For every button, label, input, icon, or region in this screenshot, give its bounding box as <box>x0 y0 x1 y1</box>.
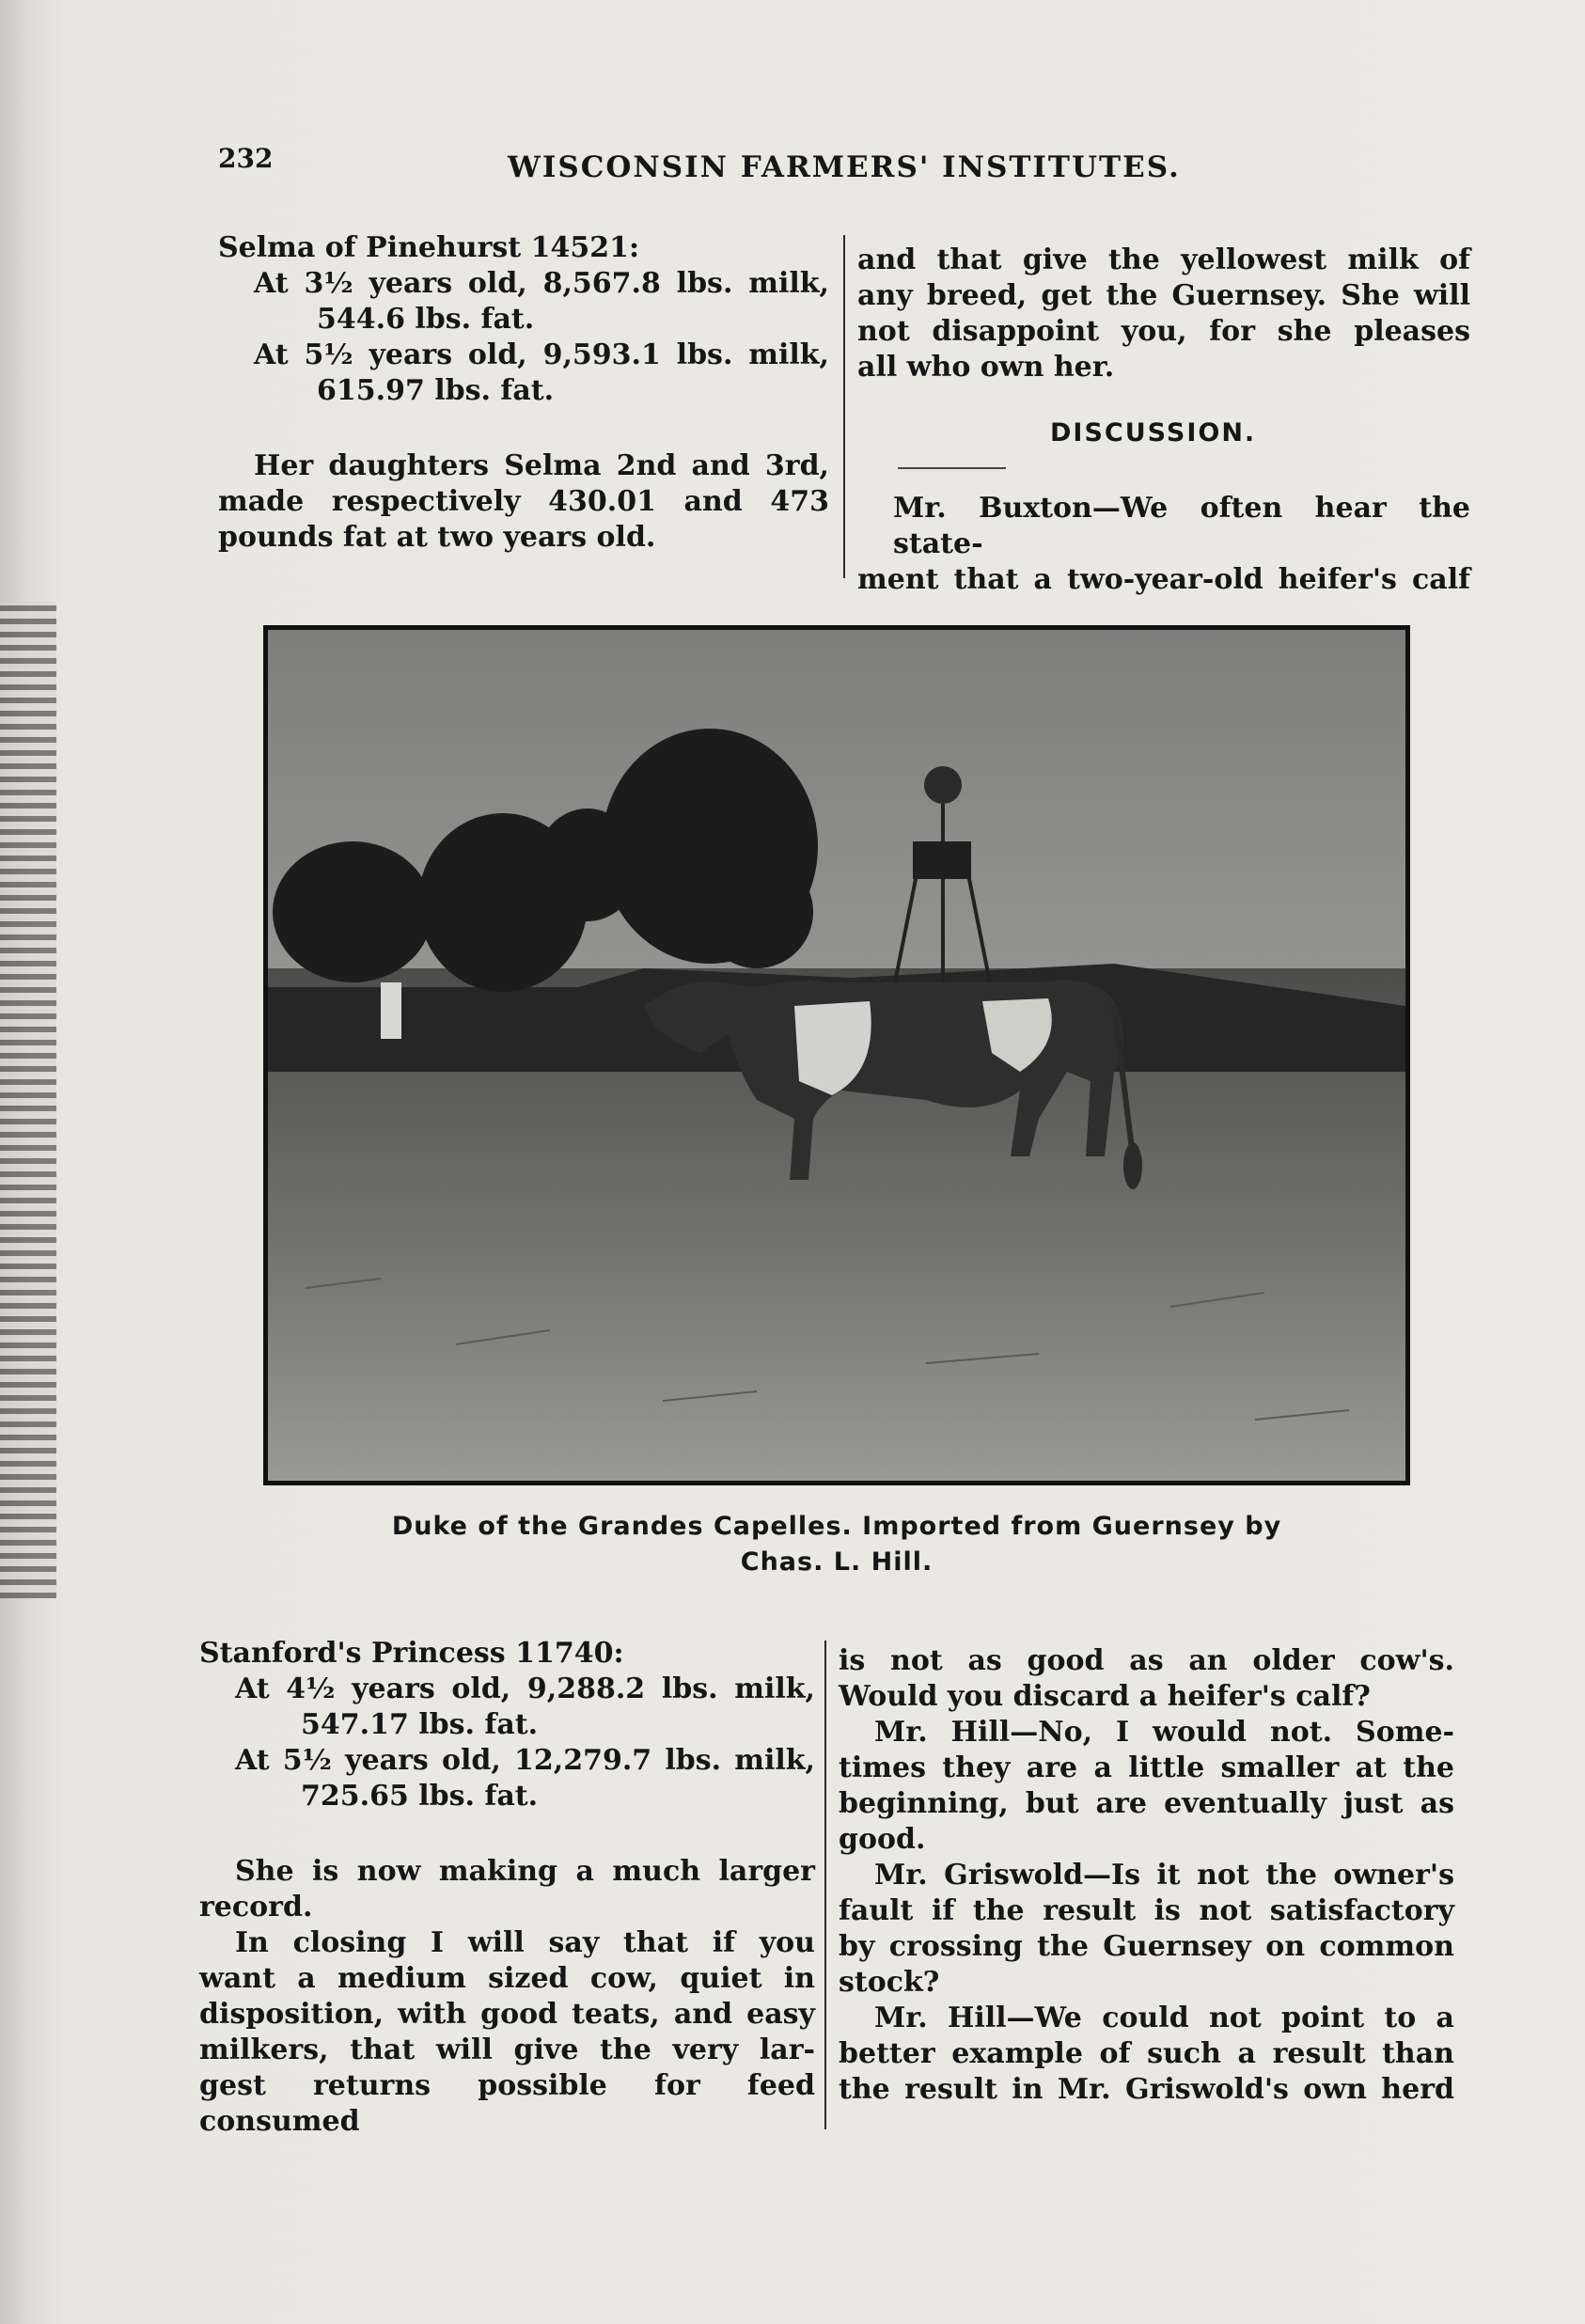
record-line: 544.6 lbs. fat. <box>317 303 535 336</box>
cow-heading-selma: Selma of Pinehurst 14521: <box>218 231 640 264</box>
paragraph-line: better example of such a result than <box>839 2037 1454 2070</box>
paragraph-line: pounds fat at two years old. <box>218 521 656 554</box>
upper-left-column <box>218 230 829 556</box>
paragraph-line: good. <box>839 1823 926 1856</box>
upper-right-column <box>857 243 1470 598</box>
caption-line: Chas. L. Hill. <box>740 1547 934 1577</box>
heading-rule <box>898 467 1006 469</box>
page-number: 232 <box>218 143 274 174</box>
paragraph-line: Mr. Buxton—We often hear the state- <box>893 492 1470 560</box>
photo-illustration <box>268 630 1405 1481</box>
record-line: At 5½ years old, 9,593.1 lbs. milk, <box>254 338 829 371</box>
photo-caption <box>282 1509 1391 1580</box>
book-edge <box>0 602 56 1598</box>
cow-photograph <box>263 625 1410 1485</box>
paragraph-line: ment that a two-year-old heifer's calf <box>857 563 1470 596</box>
paragraph-line: She is now making a much larger <box>235 1855 815 1888</box>
cow-heading-stanford: Stanford's Princess 11740: <box>199 1637 624 1670</box>
paragraph-line: any breed, get the Guernsey. She will <box>857 279 1470 312</box>
paragraph-line: gest returns possible for feed consumed <box>199 2069 815 2138</box>
record-line: At 5½ years old, 12,279.7 lbs. milk, <box>235 1744 815 1777</box>
paragraph-line: disposition, with good teats, and easy <box>199 1998 815 2031</box>
record-line: 547.17 lbs. fat. <box>301 1708 539 1741</box>
paragraph-line: the result in Mr. Griswold's own herd <box>839 2073 1454 2106</box>
paragraph-line: record. <box>199 1891 313 1924</box>
paragraph-line: made respectively 430.01 and 473 <box>218 485 829 518</box>
paragraph-line: by crossing the Guernsey on common <box>839 1930 1454 1963</box>
paragraph-line: beginning, but are eventually just as <box>839 1787 1454 1820</box>
paragraph-line: all who own her. <box>857 351 1115 384</box>
paragraph-line: Mr. Hill—No, I would not. Some- <box>874 1716 1454 1749</box>
paragraph-line: want a medium sized cow, quiet in <box>199 1962 815 1995</box>
lower-left-column <box>199 1636 815 2140</box>
record-line: At 4½ years old, 9,288.2 lbs. milk, <box>235 1672 815 1705</box>
section-heading: DISCUSSION. <box>1050 418 1257 448</box>
paragraph-line: In closing I will say that if you <box>235 1926 815 1959</box>
running-title: WISCONSIN FARMERS' INSTITUTES. <box>508 150 1181 184</box>
paragraph-line: Mr. Hill—We could not point to a <box>874 2002 1454 2034</box>
paragraph-line: Her daughters Selma 2nd and 3rd, <box>254 449 829 482</box>
paragraph-line: is not as good as an older cow's. <box>839 1644 1454 1677</box>
lower-right-column <box>839 1643 1454 2108</box>
paragraph-line: Would you discard a heifer's calf? <box>839 1680 1371 1713</box>
record-line: 615.97 lbs. fat. <box>317 374 555 407</box>
column-rule <box>824 1641 826 2129</box>
caption-line: Duke of the Grandes Capelles. Imported from Guernsey by <box>391 1512 1282 1541</box>
column-rule <box>843 235 845 578</box>
paragraph-line: Mr. Griswold—Is it not the owner's <box>874 1859 1454 1892</box>
paragraph-line: fault if the result is not satisfactory <box>839 1894 1454 1927</box>
paragraph-line: stock? <box>839 1966 940 1999</box>
paragraph-line: times they are a little smaller at the <box>839 1751 1454 1784</box>
record-line: 725.65 lbs. fat. <box>301 1780 539 1813</box>
paragraph-line: milkers, that will give the very lar- <box>199 2034 815 2066</box>
paragraph-line: not disappoint you, for she pleases <box>857 315 1470 348</box>
record-line: At 3½ years old, 8,567.8 lbs. milk, <box>254 267 829 300</box>
paragraph-line: and that give the yellowest milk of <box>857 243 1470 276</box>
